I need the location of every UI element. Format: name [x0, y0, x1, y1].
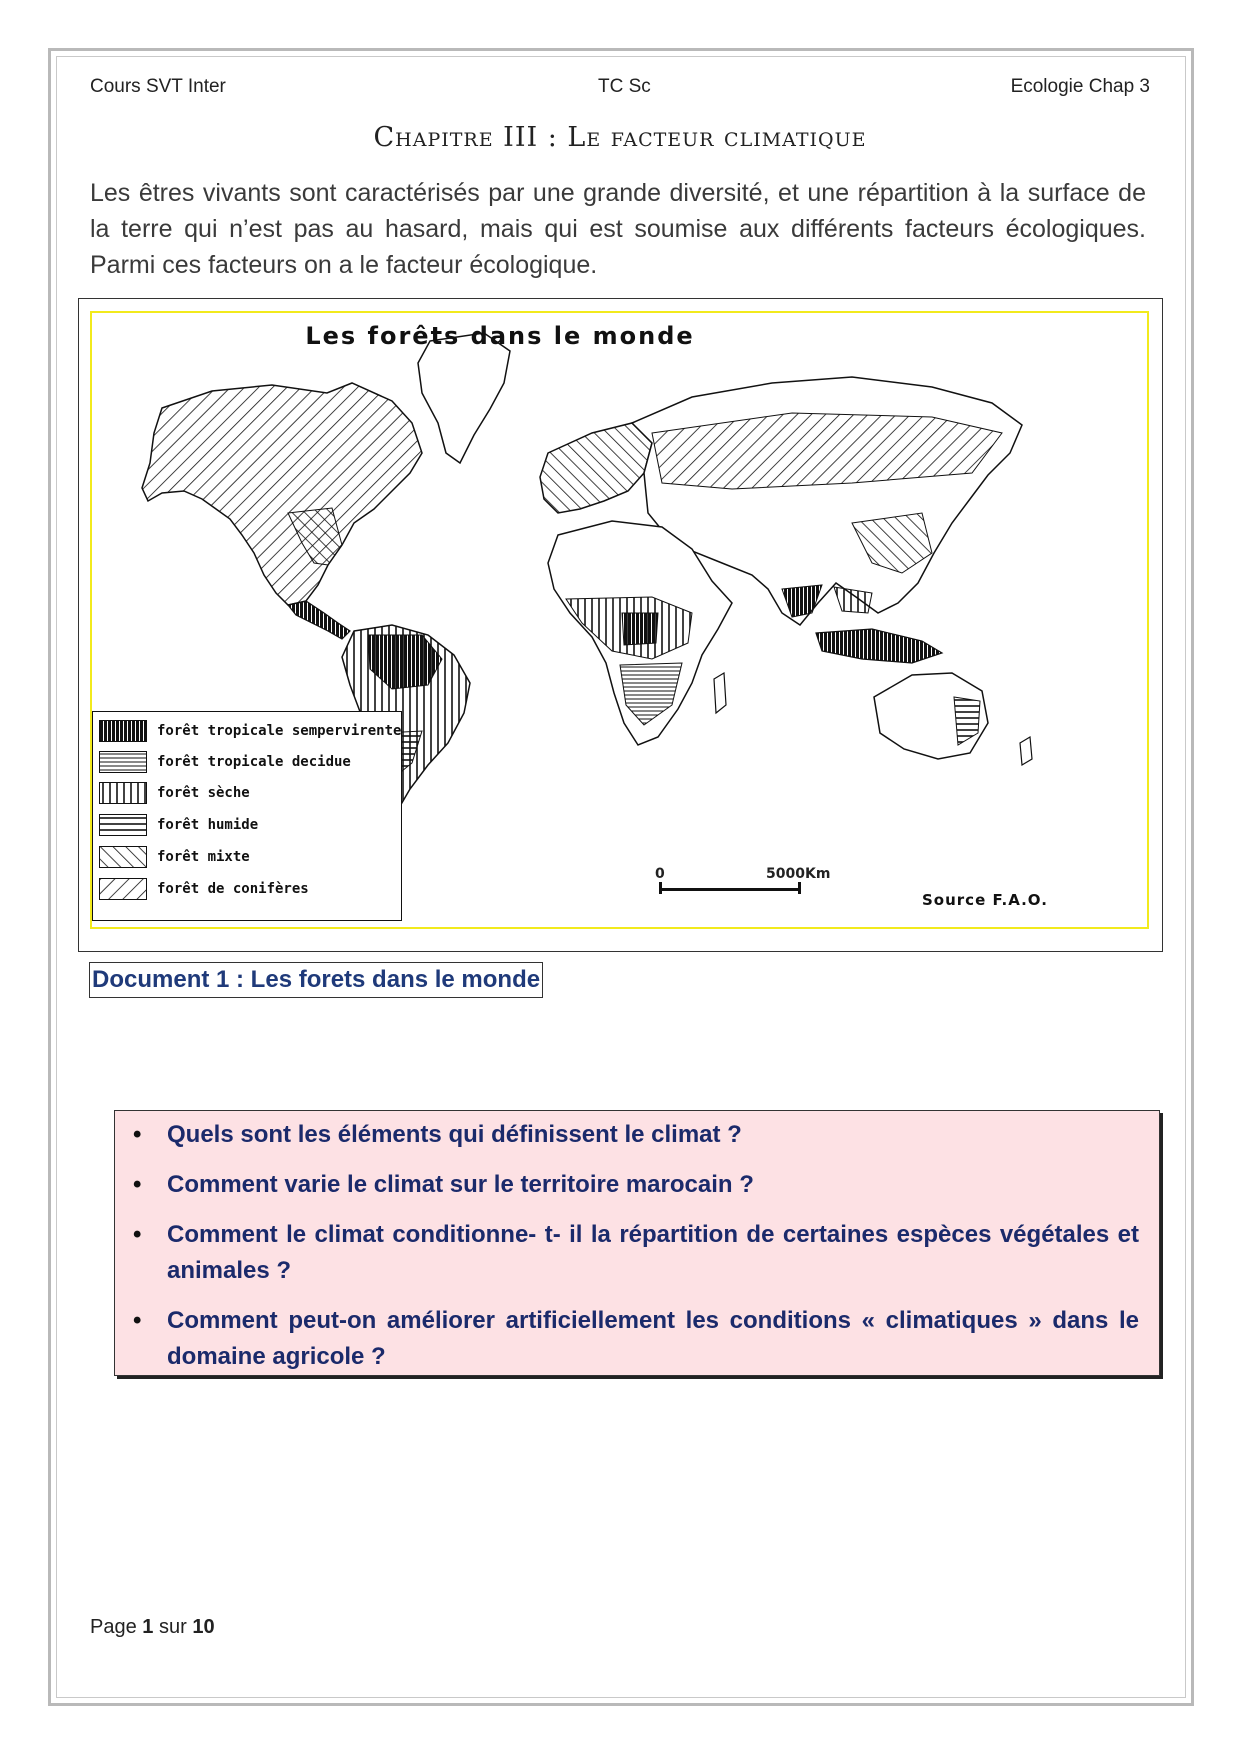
question-item	[129, 1167, 1139, 1203]
indonesia	[816, 629, 942, 663]
scale-bar	[660, 888, 800, 891]
legend-item-sempervirente	[99, 718, 401, 744]
intro-paragraph: Les êtres vivants sont caractérisés par une grande diversité, et une répartition à la surface de la terre qui n’est pas au hasard, mais qui est soumise aux différents facteurs écologiques. Parmi ces facteurs on a le facteur écologique.	[90, 179, 1146, 279]
question-item	[129, 1217, 1139, 1289]
bullet-icon: •	[133, 1171, 142, 1198]
legend-label: forêt mixte	[157, 849, 250, 865]
legend-item-seche	[99, 780, 250, 806]
scale-tick-left	[659, 882, 662, 894]
legend-label: forêt humide	[157, 817, 259, 833]
bullet-icon: •	[133, 1221, 142, 1248]
map-title: Les forêts dans le monde	[305, 322, 695, 350]
legend-label: forêt tropicale decidue	[157, 754, 351, 770]
europe	[540, 423, 652, 513]
bullet-icon: •	[133, 1307, 142, 1334]
legend-swatch-mixte	[99, 846, 147, 868]
map-legend	[92, 711, 402, 921]
scale-tick-right	[798, 882, 801, 894]
page-footer	[90, 1616, 215, 1639]
question-item	[129, 1117, 1139, 1153]
legend-item-decidue	[99, 749, 351, 775]
question-item	[129, 1303, 1139, 1375]
legend-item-coniferes	[99, 876, 309, 902]
legend-swatch-decidue	[99, 751, 147, 773]
questions-box	[114, 1110, 1160, 1376]
footer-current-page: 1	[142, 1616, 154, 1638]
central-america	[288, 601, 350, 639]
questions-list	[129, 1117, 1139, 1389]
legend-item-mixte	[99, 844, 250, 870]
page-title: Chapitre III : Le facteur climatique	[373, 122, 867, 153]
header-course: Cours SVT Inter	[90, 76, 226, 97]
legend-swatch-coniferes	[99, 878, 147, 900]
footer-prefix: Page	[90, 1616, 137, 1638]
footer-middle: sur	[158, 1616, 187, 1638]
north-america	[142, 383, 422, 605]
new-zealand	[1020, 737, 1032, 765]
madagascar	[714, 673, 726, 713]
question-text: Comment le climat conditionne- t- il la répartition de certaines espèces végétales et animales ?	[167, 1221, 1139, 1284]
legend-item-humide	[99, 812, 258, 838]
question-text: Comment peut-on améliorer artificiellement les conditions « climatiques » dans le domaine agricole ?	[167, 1307, 1139, 1370]
header-class: TC Sc	[598, 76, 651, 97]
legend-label: forêt sèche	[157, 785, 250, 801]
scale-zero: 0	[655, 866, 665, 882]
greenland	[418, 333, 510, 463]
document-caption: Document 1 : Les forets dans le monde	[89, 962, 543, 998]
bullet-icon: •	[133, 1121, 142, 1148]
map-source: Source F.A.O.	[922, 891, 1048, 909]
question-text: Quels sont les éléments qui définissent le climat ?	[167, 1121, 742, 1148]
scale-label: 5000Km	[766, 866, 831, 882]
legend-swatch-sempervirente	[99, 720, 147, 742]
legend-label: forêt tropicale sempervirente	[157, 723, 402, 739]
legend-swatch-seche	[99, 782, 147, 804]
legend-swatch-humide	[99, 814, 147, 836]
question-text: Comment varie le climat sur le territoire marocain ?	[167, 1171, 754, 1198]
legend-label: forêt de conifères	[157, 881, 309, 897]
header-chapter: Ecologie Chap 3	[1010, 76, 1150, 97]
footer-total-pages: 10	[192, 1616, 215, 1638]
